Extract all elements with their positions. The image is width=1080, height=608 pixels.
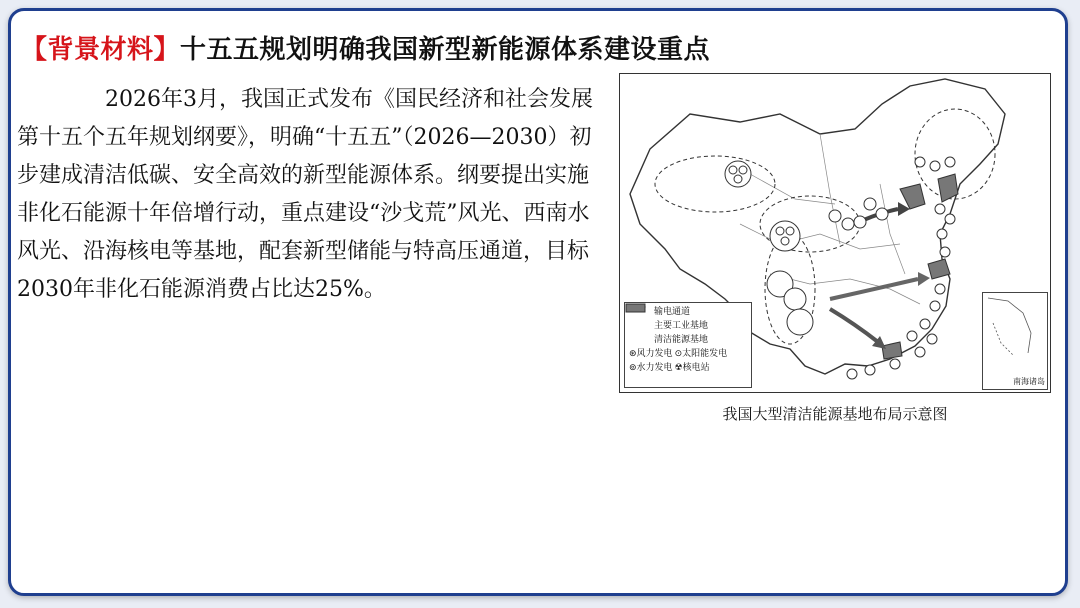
page-title [21, 29, 710, 66]
legend-clean-energy: 清洁能源基地 [629, 333, 747, 347]
legend-transmission: 输电通道 [629, 305, 747, 319]
south-china-sea-inset [982, 292, 1048, 390]
legend-industrial: 主要工业基地 [629, 319, 747, 333]
map-legend [624, 302, 752, 388]
nuclear-icon: ☢ [674, 363, 683, 373]
background-text [17, 81, 597, 309]
clean-energy-map [619, 73, 1051, 393]
title-tag: 【背景材料】 [21, 35, 181, 65]
slide [8, 8, 1068, 596]
legend-hydro-nuclear: ⊚ 水力发电 ☢ 核电站 [629, 363, 710, 373]
map-caption: 我国大型清洁能源基地布局示意图 [722, 405, 948, 423]
legend-wind-solar: ⊛ 风力发电 ⊙ 太阳能发电 [629, 349, 728, 359]
title-text: 十五五规划明确我国新型新能源体系建设重点 [180, 35, 711, 65]
solar-icon: ⊙ [674, 349, 683, 359]
wind-turbine-icon: ⊛ [629, 349, 637, 359]
body-paragraph: 2026年3月，我国正式发布《国民经济和社会发展第十五个五年规划纲要》，明确“十五五”（2026—2030）初步建成清洁低碳、安全高效的新型能源体系。纲要提出实施非化石能源十年倍增行动，重点建设“沙戈荒”风光、西南水风光、沿海核电等基地，配套新型储能与特高压通道，目标 2030年非化石能源消费占比达25%。 [17, 87, 593, 302]
hydro-icon: ⊚ [629, 363, 637, 373]
inset-label: 南海诸岛 [1013, 377, 1045, 386]
